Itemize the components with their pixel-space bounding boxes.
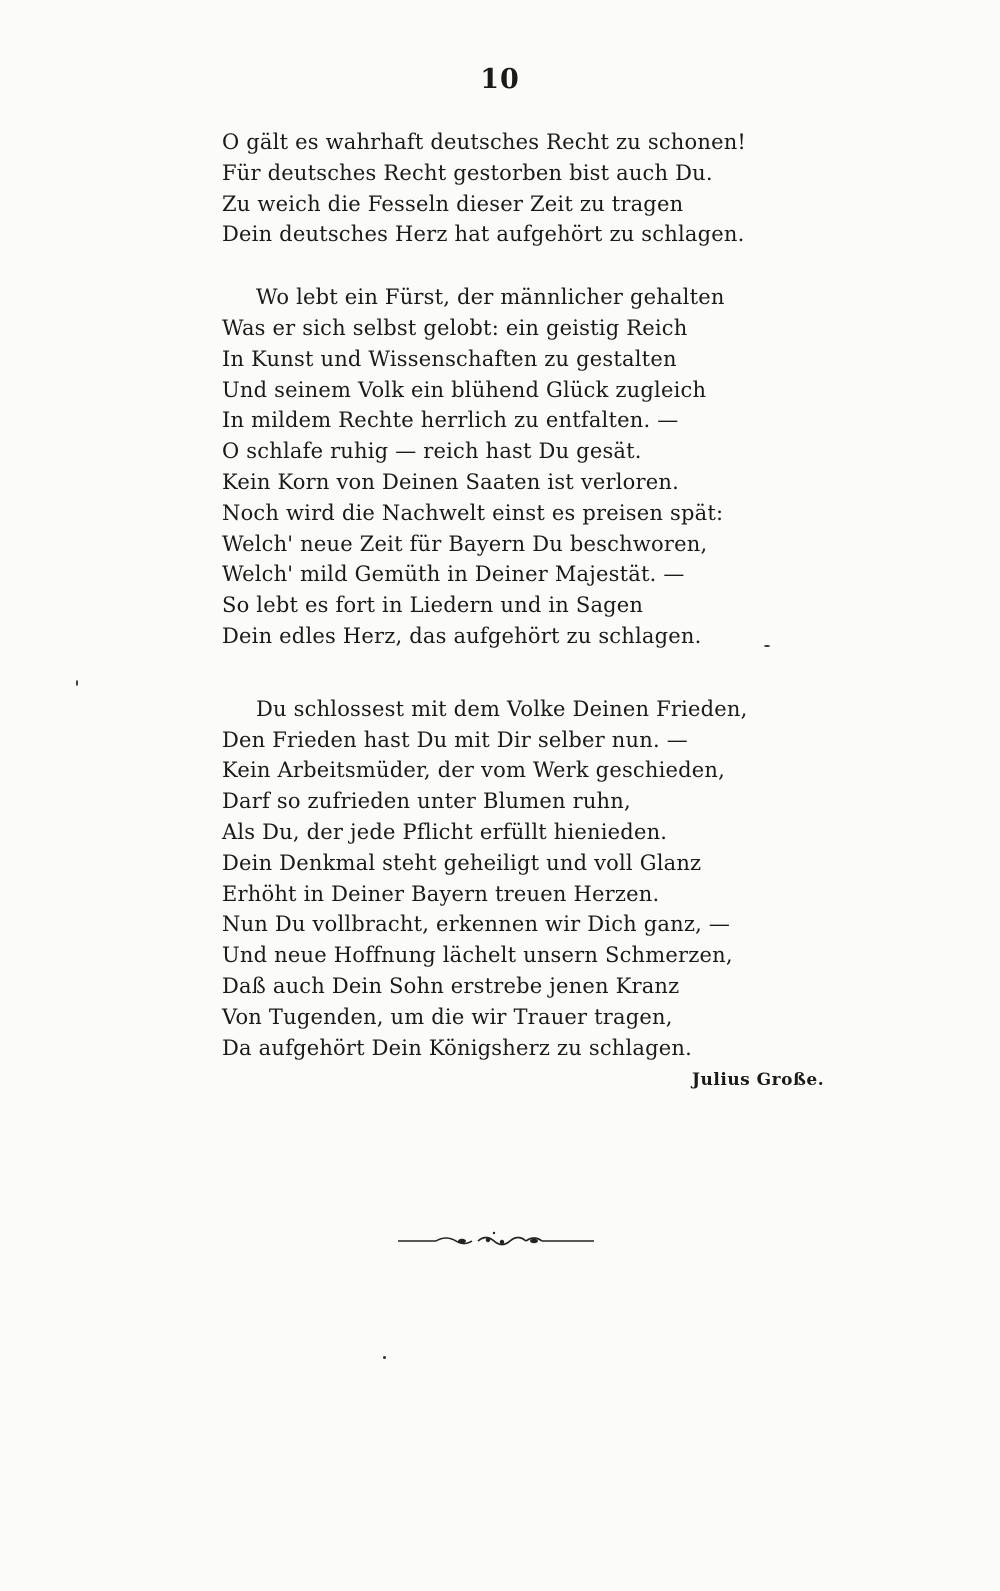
- poem-line: Wo lebt ein Fürst, der männlicher gehalten: [256, 285, 725, 310]
- poem-line: In Kunst und Wissenschaften zu gestalten: [222, 346, 677, 371]
- stanza-3: [222, 694, 762, 1064]
- poem-line: Kein Korn von Deinen Saaten ist verloren.: [222, 469, 679, 494]
- poem-line: Darf so zufrieden unter Blumen ruhn,: [222, 789, 631, 814]
- poem-line: Dein edles Herz, das aufgehört zu schlagen.: [222, 623, 702, 648]
- stanza-spacer: [222, 652, 762, 694]
- poem-line: Welch' neue Zeit für Bayern Du beschworen,: [222, 531, 708, 556]
- poem-line: In mildem Rechte herrlich zu entfalten. —: [222, 408, 679, 433]
- author-signature: Julius Große.: [692, 1070, 825, 1090]
- poem-line: Den Frieden hast Du mit Dir selber nun. —: [222, 727, 688, 752]
- poem-line: Was er sich selbst gelobt: ein geistig Reich: [222, 315, 688, 340]
- stanza-spacer: [222, 250, 762, 282]
- poem-line: Zu weich die Fesseln dieser Zeit zu tragen: [222, 191, 684, 216]
- poem-line: Für deutsches Recht gestorben bist auch Du.: [222, 160, 713, 185]
- page-number: 10: [480, 64, 520, 95]
- stanza-1: [222, 127, 762, 250]
- poem-line: Da aufgehört Dein Königsherz zu schlagen.: [222, 1035, 693, 1060]
- print-speck: [76, 680, 78, 686]
- poem-line: Noch wird die Nachwelt einst es preisen spät:: [222, 500, 724, 525]
- ornament-divider: [398, 1225, 598, 1255]
- poem-line: Und neue Hoffnung lächelt unsern Schmerzen,: [222, 943, 733, 968]
- poem-line: Welch' mild Gemüth in Deiner Majestät. —: [222, 562, 685, 587]
- poem-line: O schlafe ruhig — reich hast Du gesät.: [222, 439, 642, 464]
- poem-line: Als Du, der jede Pflicht erfüllt hienieden.: [222, 819, 668, 844]
- poem-line: Und seinem Volk ein blühend Glück zugleich: [222, 377, 707, 402]
- print-speck: [383, 1356, 386, 1359]
- poem-line: Kein Arbeitsmüder, der vom Werk geschieden,: [222, 758, 726, 783]
- poem: [222, 127, 762, 1063]
- poem-line: So lebt es fort in Liedern und in Sagen: [222, 593, 644, 618]
- poem-line: O gält es wahrhaft deutsches Recht zu schonen!: [222, 130, 747, 154]
- poem-line: Dein Denkmal steht geheiligt und voll Glanz: [222, 850, 702, 875]
- stanza-2: [222, 282, 762, 652]
- print-speck: [764, 645, 770, 647]
- poem-line: Von Tugenden, um die wir Trauer tragen,: [222, 1004, 673, 1029]
- poem-line: Dein deutsches Herz hat aufgehört zu schlagen.: [222, 222, 745, 247]
- poem-line: Erhöht in Deiner Bayern treuen Herzen.: [222, 881, 660, 906]
- poem-line: Du schlossest mit dem Volke Deinen Frieden,: [256, 696, 748, 721]
- poem-line: Nun Du vollbracht, erkennen wir Dich ganz, —: [222, 912, 731, 937]
- poem-line: Daß auch Dein Sohn erstrebe jenen Kranz: [222, 973, 680, 998]
